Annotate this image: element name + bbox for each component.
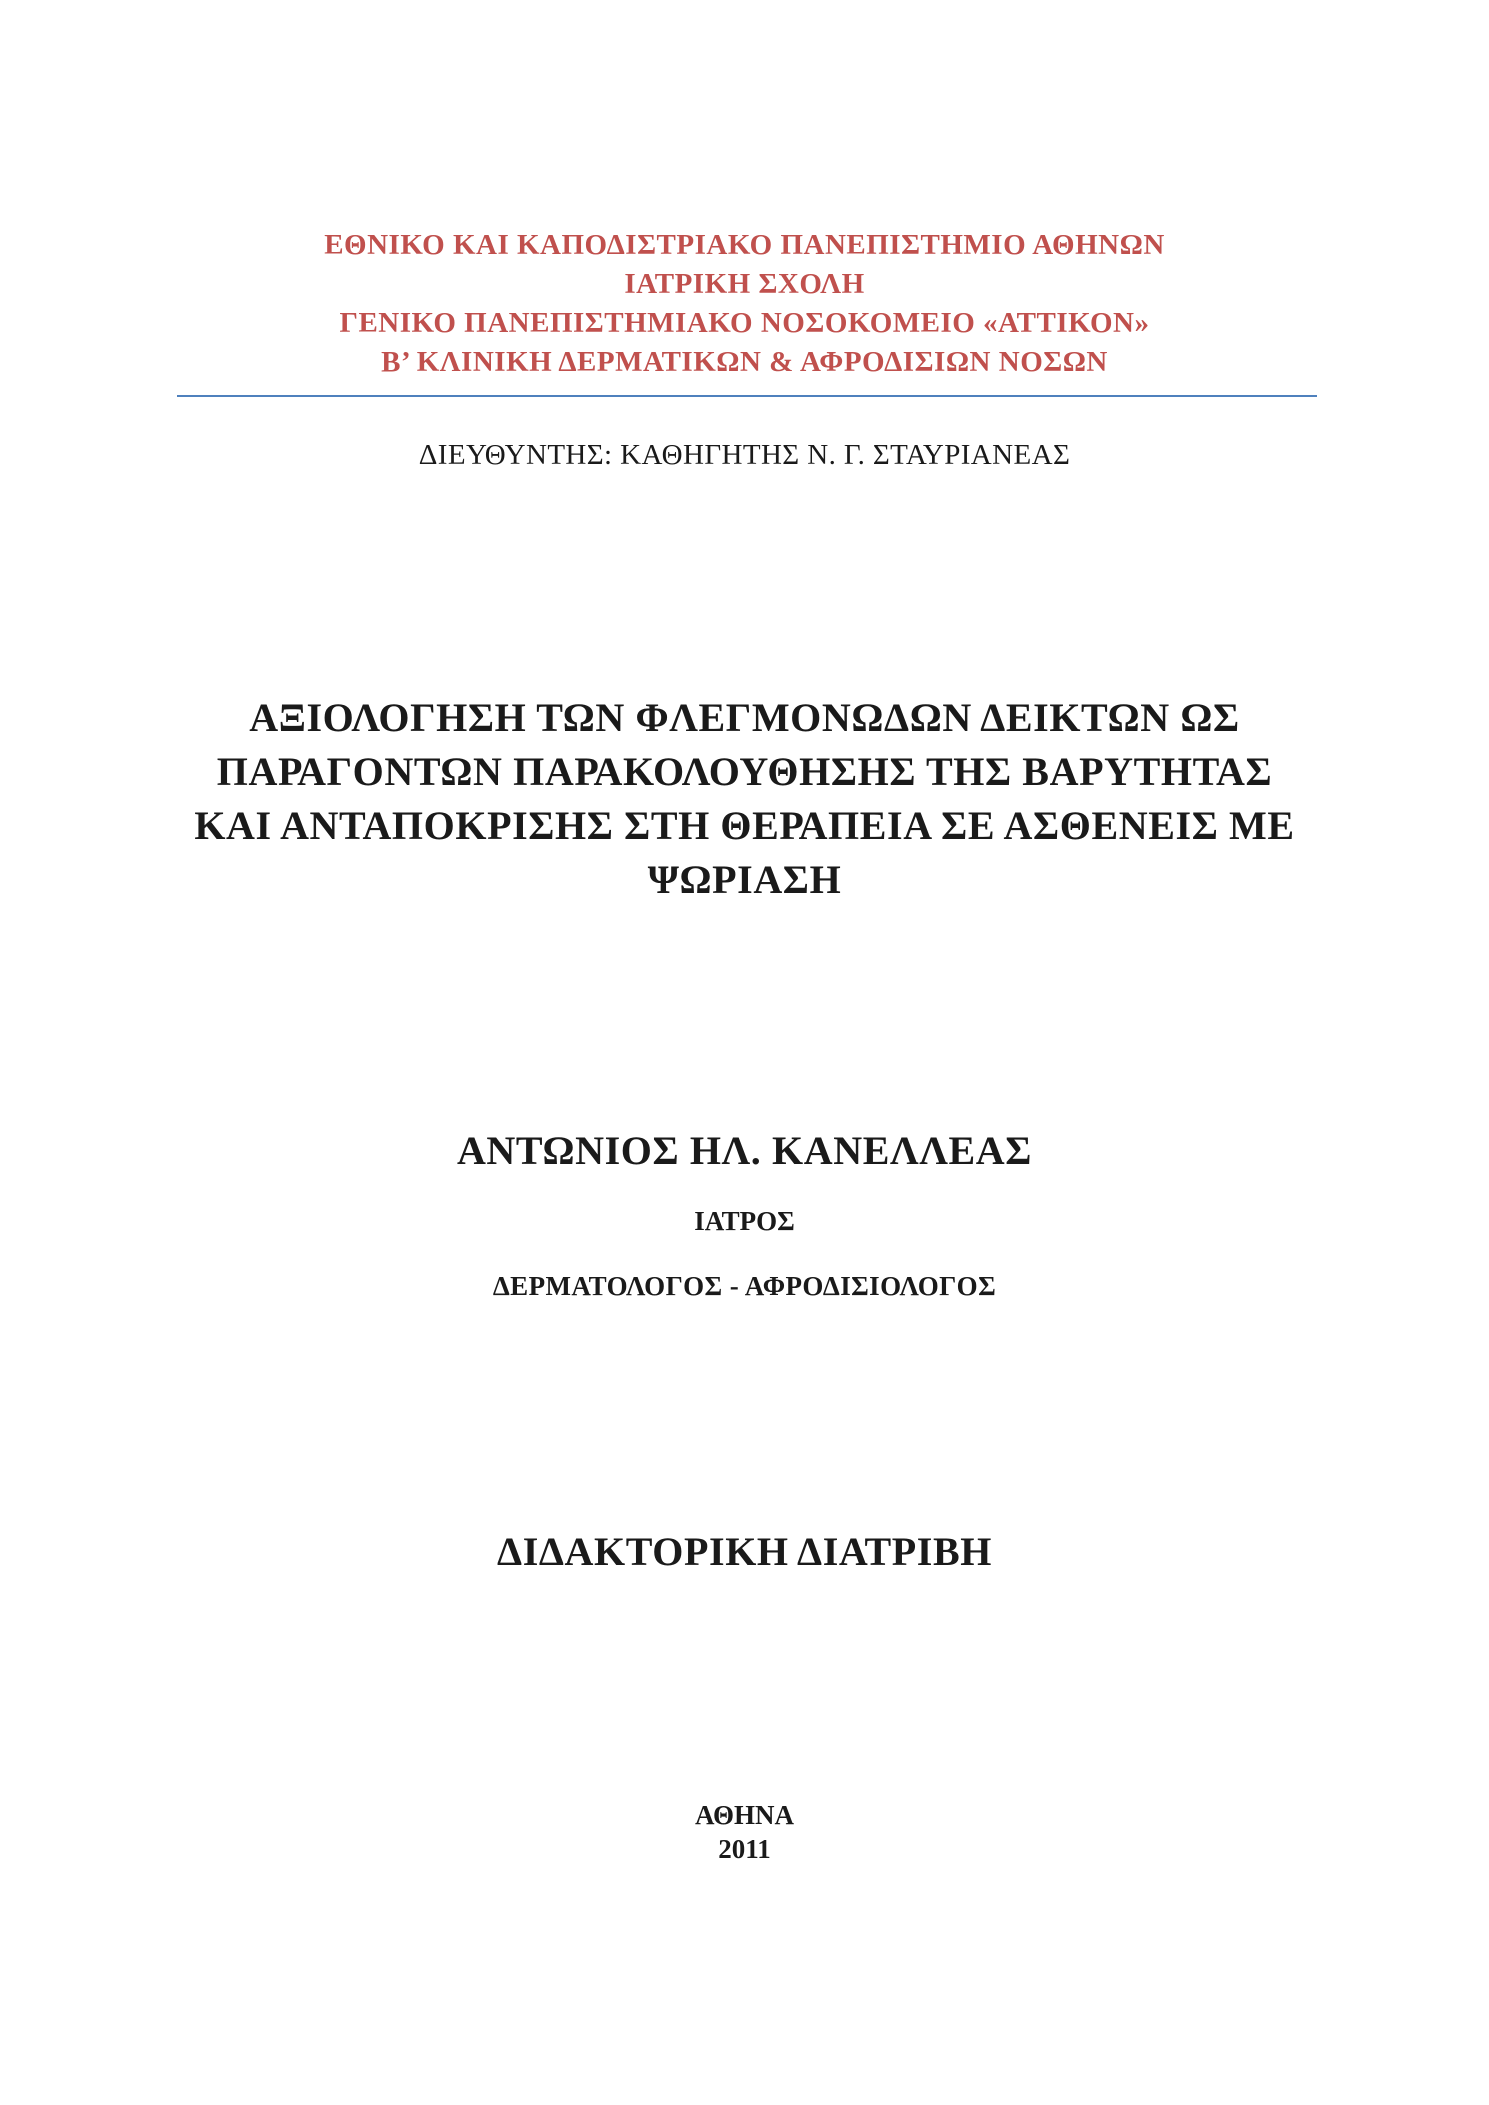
author-specialty: ΔΕΡΜΑΤΟΛΟΓΟΣ - ΑΦΡΟΔΙΣΙΟΛΟΓΟΣ bbox=[492, 1271, 997, 1301]
school-name: ΙΑΤΡΙΚΗ ΣΧΟΛΗ bbox=[624, 268, 865, 300]
author-profession: ΙΑΤΡΟΣ bbox=[694, 1206, 795, 1236]
thesis-title-line: ΠΑΡΑΓΟΝΤΩΝ ΠΑΡΑΚΟΛΟΥΘΗΣΗΣ ΤΗΣ ΒΑΡΥΤΗΤΑΣ bbox=[216, 749, 1273, 794]
hospital-name: ΓΕΝΙΚΟ ΠΑΝΕΠΙΣΤΗΜΙΑΚΟ ΝΟΣΟΚΟΜΕΙΟ «ΑΤΤΙΚΟΝ» bbox=[339, 307, 1150, 339]
clinic-name: Β’ ΚΛΙΝΙΚΗ ΔΕΡΜΑΤΙΚΩΝ & ΑΦΡΟΔΙΣΙΩΝ ΝΟΣΩΝ bbox=[381, 346, 1108, 378]
thesis-title-line: ΨΩΡΙΑΣΗ bbox=[647, 857, 842, 902]
place: ΑΘΗΝΑ bbox=[695, 1800, 794, 1830]
document-type: ΔΙΔΑΚΤΟΡΙΚΗ ΔΙΑΤΡΙΒΗ bbox=[497, 1529, 992, 1574]
thesis-title-line: ΚΑΙ ΑΝΤΑΠΟΚΡΙΣΗΣ ΣΤΗ ΘΕΡΑΠΕΙΑ ΣΕ ΑΣΘΕΝΕΙΣ ΜΕ bbox=[194, 803, 1295, 848]
author-name: ΑΝΤΩΝΙΟΣ ΗΛ. ΚΑΝΕΛΛΕΑΣ bbox=[456, 1128, 1033, 1173]
director-line: ΔΙΕΥΘΥΝΤΗΣ: ΚΑΘΗΓΗΤΗΣ Ν. Γ. ΣΤΑΥΡΙΑΝΕΑΣ bbox=[418, 439, 1071, 471]
header-divider bbox=[177, 395, 1317, 397]
year: 2011 bbox=[718, 1834, 771, 1864]
thesis-title-line: ΑΞΙΟΛΟΓΗΣΗ ΤΩΝ ΦΛΕΓΜΟΝΩΔΩΝ ΔΕΙΚΤΩΝ ΩΣ bbox=[249, 695, 1240, 740]
university-name: ΕΘΝΙΚΟ ΚΑΙ ΚΑΠΟΔΙΣΤΡΙΑΚΟ ΠΑΝΕΠΙΣΤΗΜΙΟ ΑΘΗΝΩΝ bbox=[324, 229, 1165, 261]
institution-header bbox=[0, 226, 1489, 382]
thesis-title bbox=[0, 691, 1489, 907]
